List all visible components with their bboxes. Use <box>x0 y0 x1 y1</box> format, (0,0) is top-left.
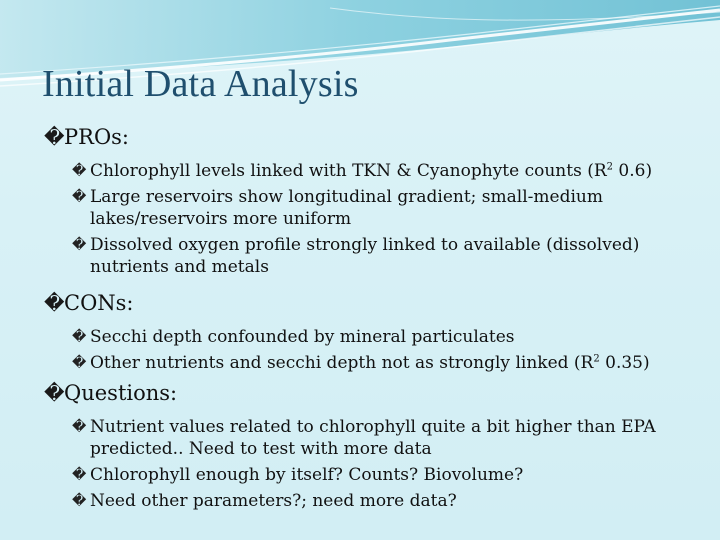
sub-bullet-icon: � <box>72 189 87 205</box>
list-item-text: Large reservoirs show longitudinal gradient; small-medium lakes/reservoirs more uniform <box>90 187 603 229</box>
list-item <box>72 326 694 348</box>
list-item <box>72 186 694 230</box>
sub-bullet-icon: � <box>72 467 87 483</box>
list-item <box>72 160 694 182</box>
sub-bullet-icon: � <box>72 355 87 371</box>
questions-list <box>44 416 694 512</box>
slide-title: Initial Data Analysis <box>42 63 359 105</box>
cons-list <box>44 326 694 374</box>
list-item <box>72 352 694 374</box>
list-item-text: Chlorophyll enough by itself? Counts? Biovolume? <box>90 465 524 485</box>
list-item-text <box>90 352 680 374</box>
questions-heading: Questions: <box>64 381 178 405</box>
item-text-tail: 0.6) <box>613 161 653 181</box>
section-cons-heading <box>44 290 694 316</box>
pros-list <box>44 160 694 278</box>
sub-bullet-icon: � <box>72 237 87 253</box>
list-item-text <box>90 160 680 182</box>
sub-bullet-icon: � <box>72 163 87 179</box>
bullet-icon: � <box>44 291 65 315</box>
item-text: Other nutrients and secchi depth not as strongly linked (R <box>90 353 594 373</box>
list-item <box>72 416 694 460</box>
bullet-icon: � <box>44 125 65 149</box>
list-item <box>72 490 694 512</box>
list-item-text: Nutrient values related to chlorophyll quite a bit higher than EPA predicted.. Need to test with more data <box>90 417 656 459</box>
list-item-text: Secchi depth confounded by mineral particulates <box>90 327 515 347</box>
sub-bullet-icon: � <box>72 493 87 509</box>
cons-heading: CONs: <box>64 291 134 315</box>
list-item-text: Dissolved oxygen profile strongly linked to available (dissolved) nutrients and metals <box>90 235 640 277</box>
superscript: 2 <box>606 161 614 173</box>
list-item <box>72 234 694 278</box>
item-text: Chlorophyll levels linked with TKN & Cyanophyte counts (R <box>90 161 607 181</box>
pros-heading: PROs: <box>64 125 130 149</box>
section-questions-heading <box>44 380 694 406</box>
list-item-text: Need other parameters?; need more data? <box>90 491 457 511</box>
list-item <box>72 464 694 486</box>
sub-bullet-icon: � <box>72 329 87 345</box>
item-text-tail: 0.35) <box>599 353 650 373</box>
superscript: 2 <box>593 353 600 365</box>
slide-body <box>44 124 694 512</box>
section-pros-heading <box>44 124 694 150</box>
sub-bullet-icon: � <box>72 419 87 435</box>
bullet-icon: � <box>44 381 65 405</box>
